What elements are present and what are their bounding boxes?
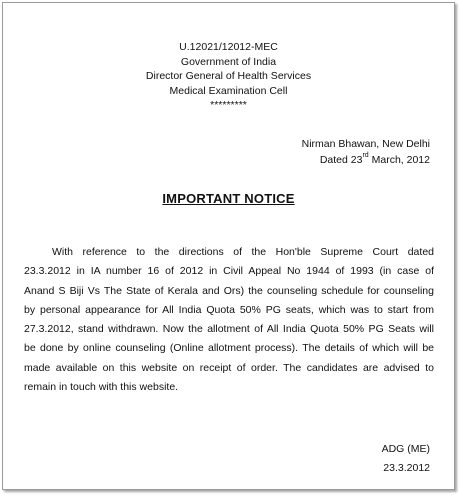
notice-line: made available on this website on receipt of order. The candidates are advised to bbox=[24, 361, 434, 374]
notice-line: remain in touch with this website. bbox=[24, 381, 179, 394]
letterhead bbox=[3, 40, 454, 113]
signature-block bbox=[382, 440, 430, 478]
notice-body bbox=[24, 243, 434, 397]
cell-name: Medical Examination Cell bbox=[169, 84, 288, 97]
address-block bbox=[302, 137, 430, 168]
notice-title: IMPORTANT NOTICE bbox=[162, 191, 295, 206]
reference-number: U.12021/12012-MEC bbox=[179, 41, 278, 53]
issue-date-day: Dated 23 bbox=[319, 153, 363, 166]
issue-date-ordinal: rd bbox=[362, 152, 369, 159]
notice-document bbox=[2, 2, 455, 490]
signature-date: 23.3.2012 bbox=[383, 462, 430, 474]
signatory-designation: ADG (ME) bbox=[381, 443, 430, 455]
notice-line: 27.3.2012, stand withdrawn. Now the allotment of All India Quota 50% PG Seats will bbox=[24, 323, 434, 336]
header-separator: ********* bbox=[210, 99, 247, 111]
notice-line: by personal appearance for All India Quota 50% PG seats, which was to start from bbox=[24, 303, 434, 316]
issue-date bbox=[302, 153, 430, 169]
government-name: Government of India bbox=[180, 55, 277, 68]
notice-line: With reference to the directions of the Hon'ble Supreme Court dated bbox=[52, 246, 434, 258]
directorate-name: Director General of Health Services bbox=[145, 70, 312, 82]
notice-line: Anand S Biji Vs The State of Kerala and Ors) the counseling schedule for counseling bbox=[24, 284, 434, 297]
issue-date-month-year: March, 2012 bbox=[368, 153, 430, 166]
notice-line: 23.3.2012 in IA number 16 of 2012 in Civil Appeal No 1944 of 1993 (in case of bbox=[24, 265, 434, 278]
address-place: Nirman Bhawan, New Delhi bbox=[301, 138, 430, 150]
notice-line: be done by online counseling (Online allotment process). The details of which will be bbox=[24, 342, 434, 355]
